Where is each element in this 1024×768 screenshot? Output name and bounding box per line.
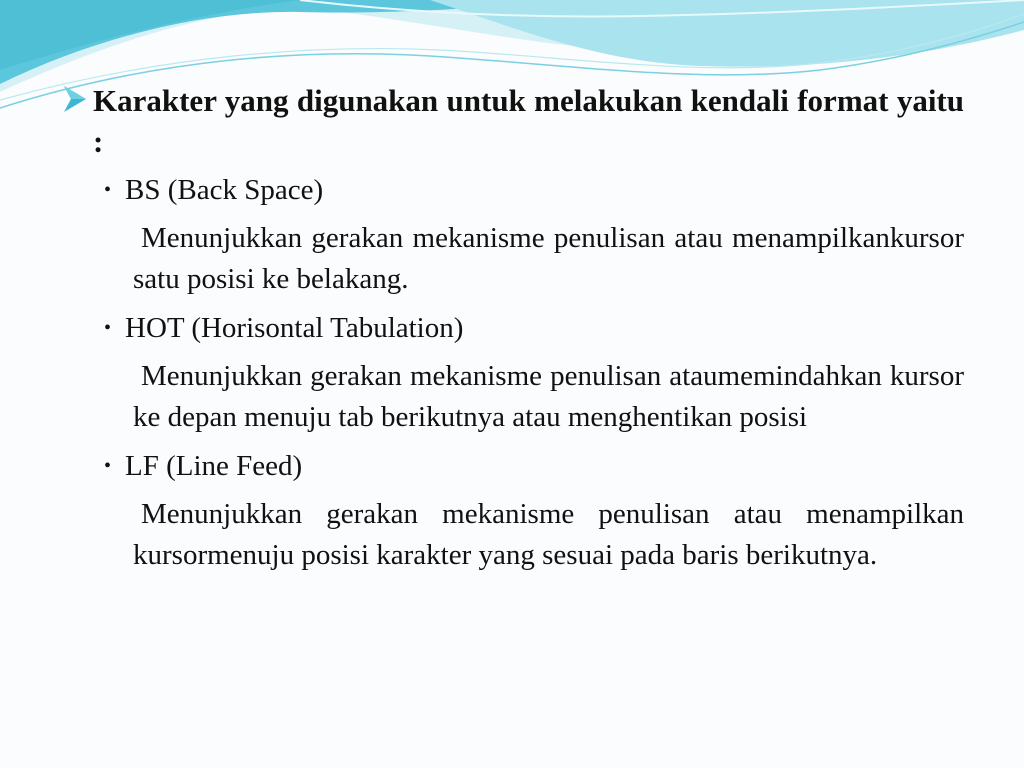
item-hot-title <box>104 308 964 349</box>
bullet-dot: • <box>104 179 112 201</box>
slide-content <box>60 80 964 576</box>
item-bs-description: Menunjukkan gerakan mekanisme penulisan atau menampilkankursor satu posisi ke belakang. <box>133 222 964 295</box>
main-point <box>60 80 964 162</box>
item-lf-title <box>104 446 964 487</box>
arrow-head-icon <box>62 84 88 114</box>
item-title: LF (Line Feed) <box>125 450 303 482</box>
bullet-dot: • <box>104 455 112 477</box>
bullet-dot: • <box>104 317 112 339</box>
item-title: HOT (Horisontal Tabulation) <box>125 312 464 344</box>
item-title: BS (Back Space) <box>125 174 324 206</box>
main-point-text: Karakter yang digunakan untuk melakukan kendali format yaitu : <box>93 83 964 159</box>
item-hot-description: Menunjukkan gerakan mekanisme penulisan ataumemindahkan kursor ke depan menuju tab berikutnya atau menghentikan posisi <box>133 360 964 433</box>
item-bs-title <box>104 170 964 211</box>
item-lf-description: Menunjukkan gerakan mekanisme penulisan atau menampilkan kursormenuju posisi karakter yang sesuai pada baris berikutnya. <box>133 498 964 571</box>
